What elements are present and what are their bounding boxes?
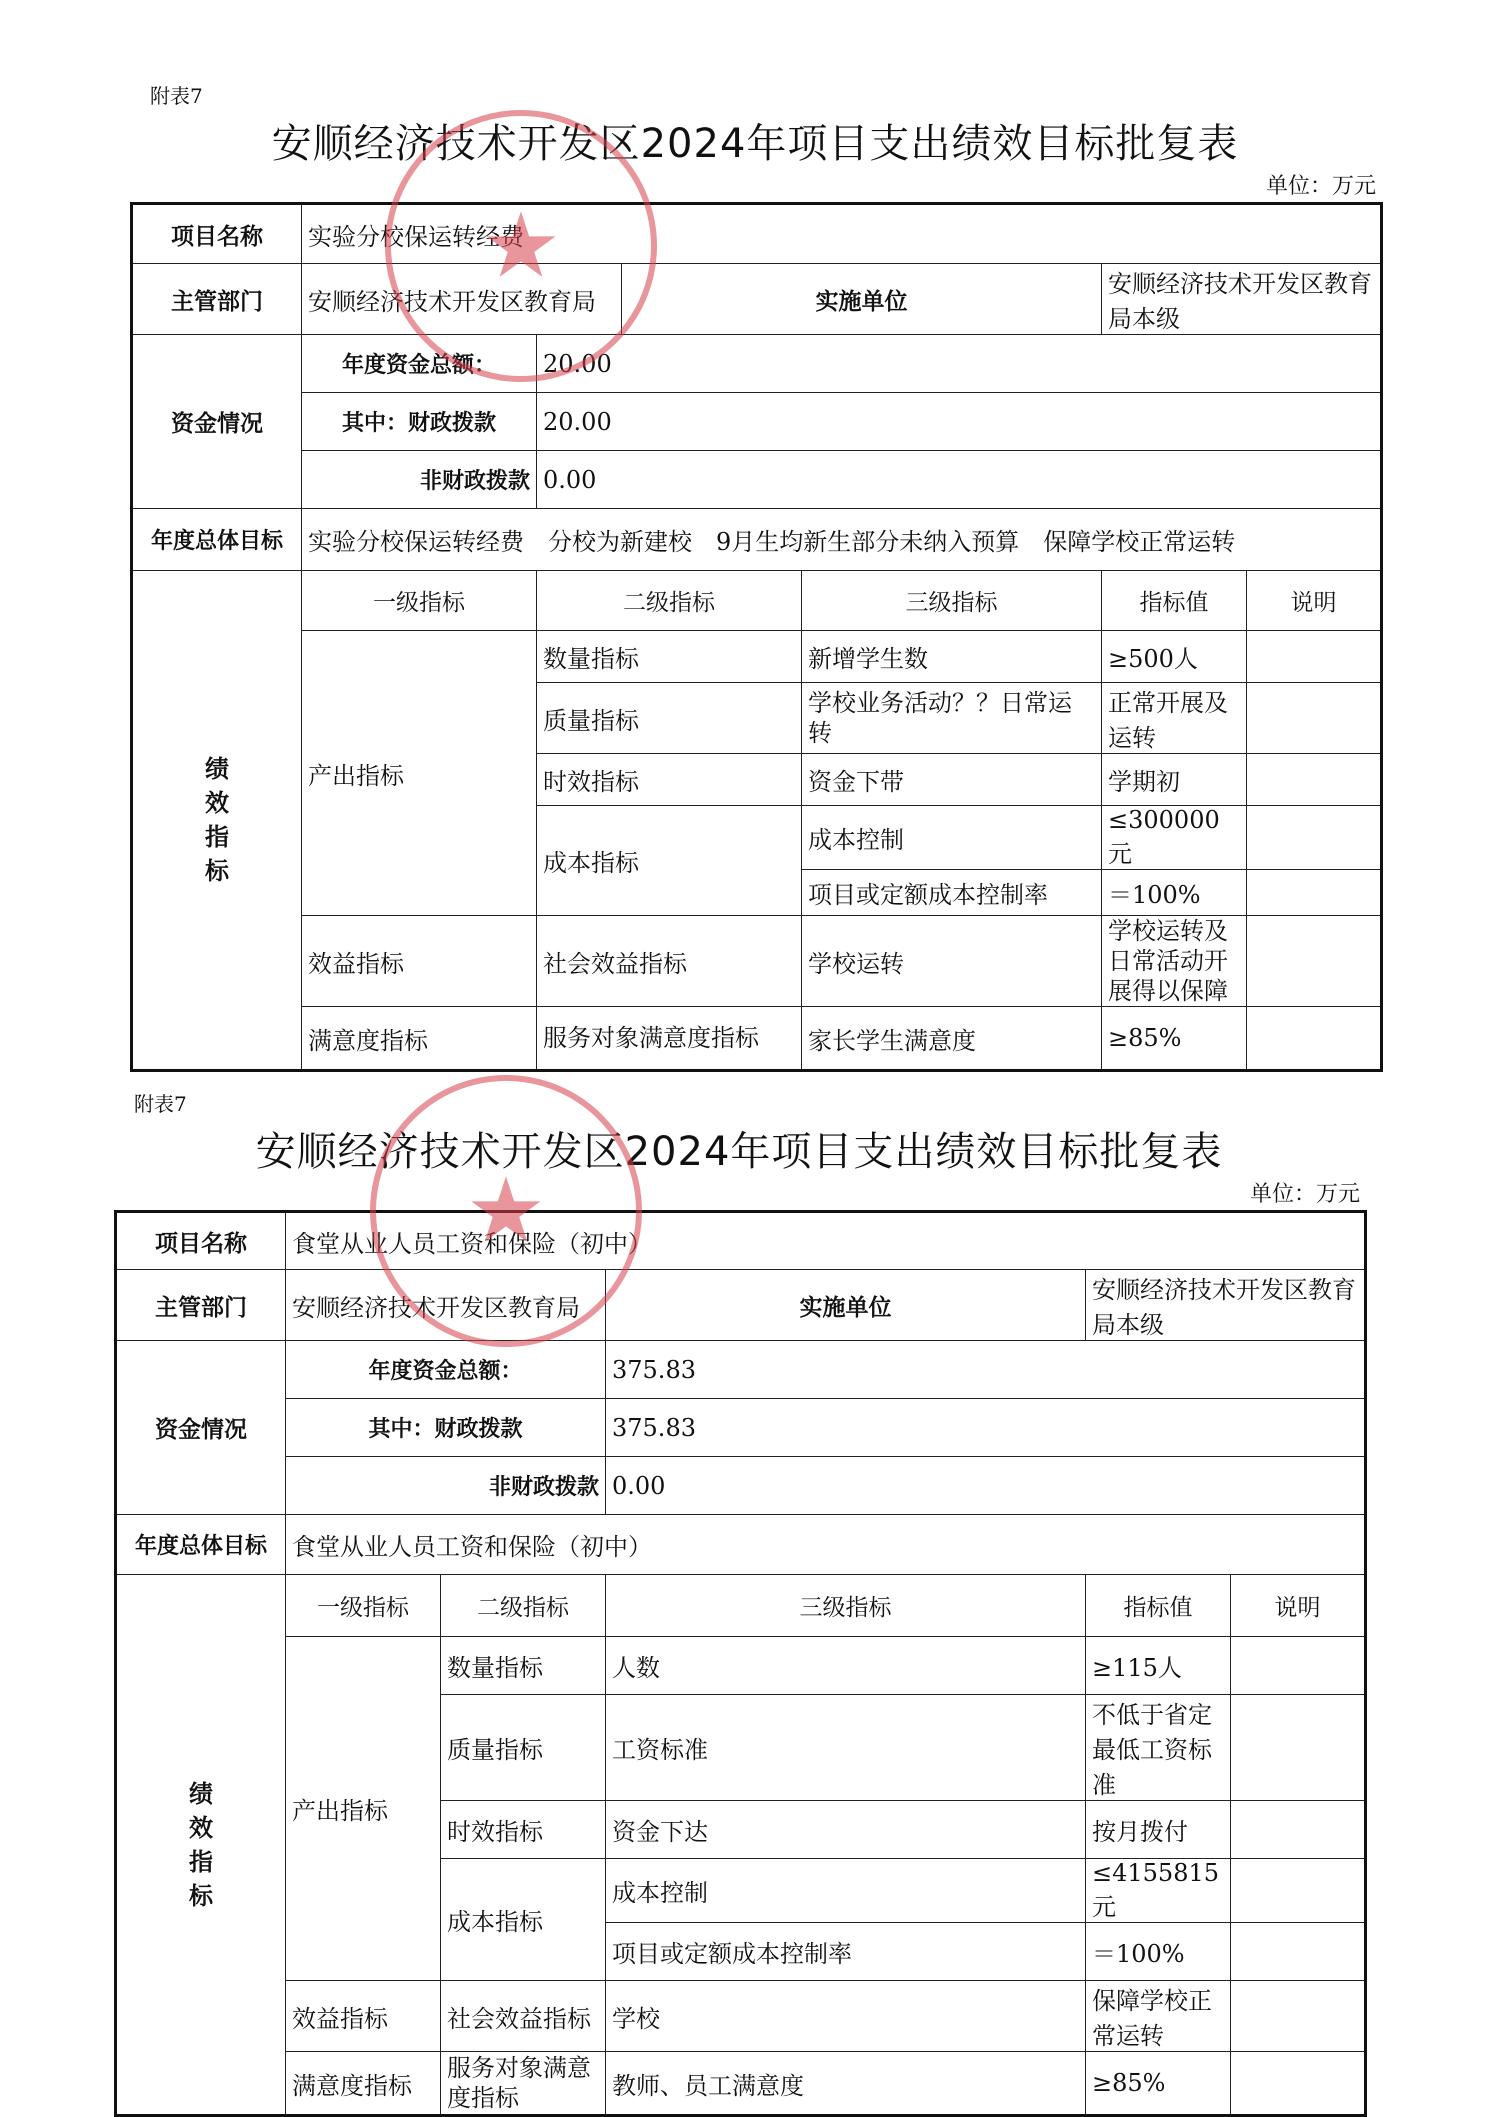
service-satisfaction-indicator: 服务对象满意度指标 xyxy=(441,2052,606,2116)
project-name-label: 项目名称 xyxy=(132,204,302,264)
service-satisfaction-note xyxy=(1231,2052,1366,2116)
satisfaction-indicator: 满意度指标 xyxy=(286,2052,441,2116)
header-value: 指标值 xyxy=(1086,1575,1231,1637)
fiscal-funds-value: 375.83 xyxy=(606,1399,1366,1457)
social-benefit-level3: 学校运转 xyxy=(802,916,1102,1007)
cost-value-a: ≤300000元 xyxy=(1102,806,1247,870)
approval-table xyxy=(114,1210,1367,2117)
implementer-label: 实施单位 xyxy=(622,264,1102,335)
project-name-value: 实验分校保运转经费 xyxy=(302,204,1382,264)
quality-indicator: 质量指标 xyxy=(441,1695,606,1801)
cost-value-a: ≤4155815元 xyxy=(1086,1859,1231,1923)
quantity-level3: 人数 xyxy=(606,1637,1086,1695)
satisfaction-indicator: 满意度指标 xyxy=(302,1007,537,1071)
approval-table xyxy=(130,202,1383,1072)
performance-indicators-label xyxy=(116,1575,286,2116)
implementer-label: 实施单位 xyxy=(606,1270,1086,1341)
form-title: 安顺经济技术开发区2024年项目支出绩效目标批复表 xyxy=(271,121,1239,167)
department-value: 安顺经济技术开发区教育局 xyxy=(302,264,622,335)
header-value: 指标值 xyxy=(1102,571,1247,631)
timeliness-value: 按月拨付 xyxy=(1086,1801,1231,1859)
header-note: 说明 xyxy=(1231,1575,1366,1637)
social-benefit-note xyxy=(1247,916,1382,1007)
quantity-value: ≥500人 xyxy=(1102,631,1247,683)
service-satisfaction-level3: 家长学生满意度 xyxy=(802,1007,1102,1071)
quality-level3: 工资标准 xyxy=(606,1695,1086,1801)
cost-level3-a: 成本控制 xyxy=(606,1859,1086,1923)
performance-indicators-text: 绩效指标 xyxy=(189,1779,213,1910)
approval-form-2 xyxy=(114,1088,1364,2117)
annual-goal-value: 实验分校保运转经费 分校为新建校 9月生均新生部分未纳入预算 保障学校正常运转 xyxy=(302,509,1382,571)
approval-form-1 xyxy=(130,80,1380,1072)
funding-label: 资金情况 xyxy=(132,335,302,509)
quality-value: 正常开展及运转 xyxy=(1102,683,1247,754)
social-benefit-note xyxy=(1231,1981,1366,2052)
quality-note xyxy=(1231,1695,1366,1801)
service-satisfaction-indicator: 服务对象满意度指标 xyxy=(537,1007,802,1071)
header-level2: 二级指标 xyxy=(537,571,802,631)
header-level1: 一级指标 xyxy=(286,1575,441,1637)
timeliness-note xyxy=(1247,754,1382,806)
appendix-label: 附表7 xyxy=(150,84,203,108)
total-funds-value: 20.00 xyxy=(537,335,1382,393)
nonfiscal-funds-label: 非财政拨款 xyxy=(286,1457,606,1515)
cost-level3-a: 成本控制 xyxy=(802,806,1102,870)
annual-goal-label: 年度总体目标 xyxy=(132,509,302,571)
nonfiscal-funds-value: 0.00 xyxy=(606,1457,1366,1515)
performance-indicators-text: 绩效指标 xyxy=(205,755,229,885)
timeliness-value: 学期初 xyxy=(1102,754,1247,806)
cost-level3-b: 项目或定额成本控制率 xyxy=(606,1923,1086,1981)
total-funds-label: 年度资金总额： xyxy=(286,1341,606,1399)
unit-label: 单位：万元 xyxy=(1265,174,1376,199)
cost-value-b: ＝100% xyxy=(1086,1923,1231,1981)
implementer-value: 安顺经济技术开发区教育局本级 xyxy=(1086,1270,1366,1341)
implementer-value: 安顺经济技术开发区教育局本级 xyxy=(1102,264,1382,335)
unit-label: 单位：万元 xyxy=(1249,1182,1360,1207)
timeliness-level3: 资金下带 xyxy=(802,754,1102,806)
service-satisfaction-level3: 教师、员工满意度 xyxy=(606,2052,1086,2116)
cost-indicator: 成本指标 xyxy=(441,1859,606,1981)
timeliness-indicator: 时效指标 xyxy=(441,1801,606,1859)
timeliness-level3: 资金下达 xyxy=(606,1801,1086,1859)
timeliness-indicator: 时效指标 xyxy=(537,754,802,806)
quality-level3: 学校业务活动？？日常运转 xyxy=(802,683,1102,754)
nonfiscal-funds-value: 0.00 xyxy=(537,451,1382,509)
social-benefit-value: 保障学校正常运转 xyxy=(1086,1981,1231,2052)
service-satisfaction-value: ≥85% xyxy=(1086,2052,1231,2116)
output-indicator: 产出指标 xyxy=(286,1637,441,1981)
appendix-label: 附表7 xyxy=(134,1092,187,1116)
department-value: 安顺经济技术开发区教育局 xyxy=(286,1270,606,1341)
cost-note-b xyxy=(1231,1923,1366,1981)
quality-note xyxy=(1247,683,1382,754)
total-funds-label: 年度资金总额： xyxy=(302,335,537,393)
nonfiscal-funds-label: 非财政拨款 xyxy=(302,451,537,509)
total-funds-value: 375.83 xyxy=(606,1341,1366,1399)
social-benefit-indicator: 社会效益指标 xyxy=(441,1981,606,2052)
header-level2: 二级指标 xyxy=(441,1575,606,1637)
quantity-indicator: 数量指标 xyxy=(537,631,802,683)
fiscal-funds-value: 20.00 xyxy=(537,393,1382,451)
project-name-value: 食堂从业人员工资和保险（初中） xyxy=(286,1212,1366,1270)
quality-indicator: 质量指标 xyxy=(537,683,802,754)
social-benefit-indicator: 社会效益指标 xyxy=(537,916,802,1007)
quantity-value: ≥115人 xyxy=(1086,1637,1231,1695)
header-note: 说明 xyxy=(1247,571,1382,631)
fiscal-funds-label: 其中：财政拨款 xyxy=(286,1399,606,1457)
cost-note-b xyxy=(1247,870,1382,916)
annual-goal-value: 食堂从业人员工资和保险（初中） xyxy=(286,1515,1366,1575)
funding-label: 资金情况 xyxy=(116,1341,286,1515)
header-level3: 三级指标 xyxy=(606,1575,1086,1637)
cost-note-a xyxy=(1231,1859,1366,1923)
cost-value-b: ＝100% xyxy=(1102,870,1247,916)
fiscal-funds-label: 其中：财政拨款 xyxy=(302,393,537,451)
quantity-level3: 新增学生数 xyxy=(802,631,1102,683)
quantity-note xyxy=(1247,631,1382,683)
annual-goal-label: 年度总体目标 xyxy=(116,1515,286,1575)
output-indicator: 产出指标 xyxy=(302,631,537,916)
performance-indicators-label xyxy=(132,571,302,1071)
timeliness-note xyxy=(1231,1801,1366,1859)
header-level3: 三级指标 xyxy=(802,571,1102,631)
department-label: 主管部门 xyxy=(132,264,302,335)
cost-note-a xyxy=(1247,806,1382,870)
benefit-indicator: 效益指标 xyxy=(302,916,537,1007)
department-label: 主管部门 xyxy=(116,1270,286,1341)
quantity-indicator: 数量指标 xyxy=(441,1637,606,1695)
project-name-label: 项目名称 xyxy=(116,1212,286,1270)
social-benefit-value: 学校运转及日常活动开展得以保障 xyxy=(1102,916,1247,1007)
quality-value: 不低于省定最低工资标准 xyxy=(1086,1695,1231,1801)
service-satisfaction-note xyxy=(1247,1007,1382,1071)
service-satisfaction-value: ≥85% xyxy=(1102,1007,1247,1071)
form-title: 安顺经济技术开发区2024年项目支出绩效目标批复表 xyxy=(255,1129,1223,1175)
cost-level3-b: 项目或定额成本控制率 xyxy=(802,870,1102,916)
quantity-note xyxy=(1231,1637,1366,1695)
benefit-indicator: 效益指标 xyxy=(286,1981,441,2052)
social-benefit-level3: 学校 xyxy=(606,1981,1086,2052)
cost-indicator: 成本指标 xyxy=(537,806,802,916)
header-level1: 一级指标 xyxy=(302,571,537,631)
